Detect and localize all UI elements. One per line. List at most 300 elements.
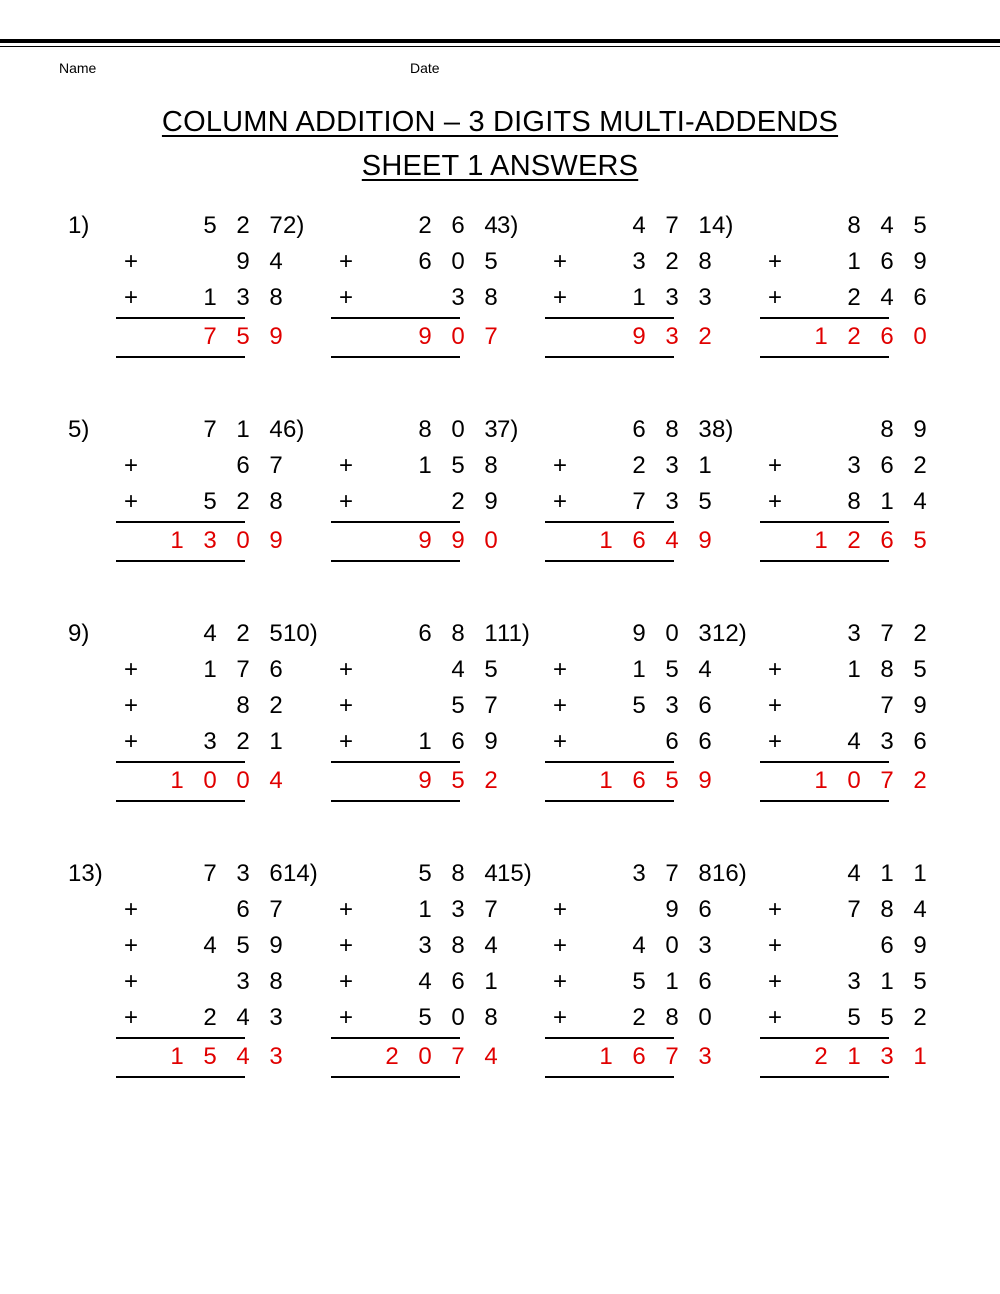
addend-digit: 9: [632, 620, 646, 647]
addend-digit: 5: [203, 212, 217, 239]
addend-row: [497, 484, 712, 520]
addend-digit: 4: [418, 968, 432, 995]
addend-digit: 8: [484, 452, 498, 479]
addend-digit: 8: [665, 1004, 679, 1031]
plus-sign: +: [123, 452, 138, 479]
addend-digit: 5: [847, 1004, 861, 1031]
answer-digit: 4: [665, 527, 679, 554]
addend-row: [283, 208, 498, 244]
plus-sign: +: [767, 896, 782, 923]
addend-row: [68, 484, 283, 520]
answer-digit: 3: [880, 1043, 894, 1070]
answer-digit: 9: [418, 767, 432, 794]
addend-digit: 0: [451, 248, 465, 275]
problem-number: 3): [497, 212, 519, 239]
addend-digit: 8: [847, 212, 861, 239]
plus-sign: +: [552, 968, 567, 995]
plus-sign: +: [552, 692, 567, 719]
addend-digit: 4: [913, 896, 927, 923]
addend-digit: 5: [665, 656, 679, 683]
problem-number: 8): [712, 416, 734, 443]
plus-sign: +: [552, 896, 567, 923]
answer-digit: 4: [269, 767, 283, 794]
answer-row: [497, 1039, 712, 1075]
addend-digit: 3: [698, 932, 712, 959]
addend-digit: 9: [913, 416, 927, 443]
addend-digit: 3: [632, 860, 646, 887]
addend-digit: 8: [236, 692, 250, 719]
addend-digit: 5: [913, 656, 927, 683]
plus-sign: +: [123, 932, 138, 959]
addend-digit: 3: [632, 248, 646, 275]
addend-row: [497, 208, 712, 244]
date-label: Date: [410, 60, 440, 76]
plus-sign: +: [552, 488, 567, 515]
addend-digit: 5: [203, 488, 217, 515]
answer-rule: [116, 356, 245, 358]
addend-digit: 1: [880, 860, 894, 887]
answer-digit: 1: [170, 527, 184, 554]
addend-digit: 4: [698, 656, 712, 683]
addend-digit: 2: [632, 1004, 646, 1031]
addend-row: [283, 448, 498, 484]
addend-digit: 6: [880, 932, 894, 959]
addend-row: [712, 244, 927, 280]
plus-sign: +: [338, 896, 353, 923]
addend-digit: 7: [847, 896, 861, 923]
addend-digit: 7: [665, 860, 679, 887]
answer-row: [497, 319, 712, 355]
plus-sign: +: [767, 656, 782, 683]
addend-digit: 7: [632, 488, 646, 515]
addend-digit: 6: [632, 416, 646, 443]
answer-digit: 1: [814, 767, 828, 794]
addend-row: [283, 724, 498, 760]
answer-rule: [331, 560, 460, 562]
answer-digit: 7: [880, 767, 894, 794]
addend-digit: 3: [418, 932, 432, 959]
addend-row: [283, 964, 498, 1000]
answer-digit: 9: [418, 323, 432, 350]
answer-digit: 9: [632, 323, 646, 350]
answer-digit: 2: [814, 1043, 828, 1070]
addend-digit: 6: [418, 248, 432, 275]
answer-rule: [760, 560, 889, 562]
addend-digit: 8: [484, 284, 498, 311]
addend-row: [497, 244, 712, 280]
addend-digit: 8: [269, 284, 283, 311]
answer-row: [497, 523, 712, 559]
addend-row: [712, 964, 927, 1000]
addend-digit: 4: [632, 932, 646, 959]
addend-digit: 8: [418, 416, 432, 443]
answer-digit: 6: [880, 527, 894, 554]
answer-digit: 4: [484, 1043, 498, 1070]
plus-sign: +: [123, 692, 138, 719]
addend-digit: 6: [698, 968, 712, 995]
plus-sign: +: [552, 248, 567, 275]
answer-rule: [545, 560, 674, 562]
addend-digit: 9: [913, 692, 927, 719]
problem-number: 11): [497, 620, 530, 647]
addend-digit: 8: [847, 488, 861, 515]
addend-row: [68, 688, 283, 724]
addend-digit: 2: [236, 728, 250, 755]
addend-row: [497, 448, 712, 484]
addend-digit: 8: [880, 896, 894, 923]
addend-digit: 0: [698, 1004, 712, 1031]
problem-number: 2): [283, 212, 305, 239]
addend-digit: 3: [698, 620, 712, 647]
addend-row: [712, 616, 927, 652]
addend-row: [283, 652, 498, 688]
addend-row: [497, 892, 712, 928]
answer-digit: 7: [451, 1043, 465, 1070]
answer-row: [712, 523, 927, 559]
answer-digit: 1: [913, 1043, 927, 1070]
addend-digit: 1: [203, 284, 217, 311]
plus-sign: +: [552, 728, 567, 755]
addend-digit: 1: [632, 656, 646, 683]
page-title: COLUMN ADDITION – 3 DIGITS MULTI-ADDENDS: [161, 106, 839, 138]
addend-row: [68, 412, 283, 448]
addend-digit: 8: [484, 1004, 498, 1031]
addend-digit: 5: [913, 212, 927, 239]
addend-digit: 6: [913, 728, 927, 755]
addend-digit: 5: [913, 968, 927, 995]
addend-digit: 4: [847, 860, 861, 887]
problem-number: 9): [68, 620, 90, 647]
plus-sign: +: [123, 1004, 138, 1031]
addend-digit: 3: [451, 896, 465, 923]
answer-digit: 5: [665, 767, 679, 794]
plus-sign: +: [338, 968, 353, 995]
addend-digit: 1: [236, 416, 250, 443]
addend-digit: 4: [269, 416, 283, 443]
addend-digit: 2: [913, 452, 927, 479]
addend-row: [68, 244, 283, 280]
answer-digit: 0: [236, 767, 250, 794]
addend-row: [712, 688, 927, 724]
addend-digit: 8: [880, 416, 894, 443]
addend-digit: 6: [665, 728, 679, 755]
addend-digit: 2: [236, 212, 250, 239]
addend-digit: 3: [236, 860, 250, 887]
addend-row: [68, 652, 283, 688]
addend-row: [712, 928, 927, 964]
answer-rule: [760, 1076, 889, 1078]
plus-sign: +: [338, 452, 353, 479]
answer-digit: 2: [385, 1043, 399, 1070]
answer-digit: 9: [269, 527, 283, 554]
plus-sign: +: [123, 656, 138, 683]
addend-row: [283, 928, 498, 964]
answer-digit: 9: [451, 527, 465, 554]
top-rule: [0, 39, 1000, 43]
problem-number: 16): [712, 860, 747, 887]
addend-row: [283, 892, 498, 928]
addend-digit: 7: [484, 896, 498, 923]
addend-row: [68, 964, 283, 1000]
plus-sign: +: [552, 452, 567, 479]
answer-rule: [116, 560, 245, 562]
plus-sign: +: [552, 656, 567, 683]
addend-digit: 7: [236, 656, 250, 683]
answer-digit: 9: [698, 527, 712, 554]
answer-digit: 9: [418, 527, 432, 554]
plus-sign: +: [338, 488, 353, 515]
answer-digit: 0: [418, 1043, 432, 1070]
addend-digit: 5: [880, 1004, 894, 1031]
addend-digit: 2: [236, 620, 250, 647]
addend-digit: 8: [665, 416, 679, 443]
answer-row: [68, 523, 283, 559]
answer-digit: 3: [203, 527, 217, 554]
addend-digit: 4: [269, 248, 283, 275]
plus-sign: +: [767, 284, 782, 311]
answer-rule: [545, 1076, 674, 1078]
answer-row: [712, 1039, 927, 1075]
answer-digit: 6: [632, 767, 646, 794]
answer-row: [68, 763, 283, 799]
plus-sign: +: [767, 692, 782, 719]
answer-row: [283, 319, 498, 355]
answer-row: [283, 763, 498, 799]
answer-digit: 0: [451, 323, 465, 350]
answer-rule: [760, 800, 889, 802]
problem-number: 1): [68, 212, 90, 239]
addend-digit: 6: [698, 692, 712, 719]
addend-row: [68, 856, 283, 892]
addend-digit: 6: [913, 284, 927, 311]
addend-digit: 6: [451, 212, 465, 239]
addend-digit: 7: [665, 212, 679, 239]
plus-sign: +: [123, 248, 138, 275]
addend-digit: 4: [913, 488, 927, 515]
plus-sign: +: [123, 896, 138, 923]
answer-digit: 9: [698, 767, 712, 794]
answer-digit: 3: [698, 1043, 712, 1070]
plus-sign: +: [552, 284, 567, 311]
addend-row: [712, 1000, 927, 1036]
answer-digit: 5: [451, 767, 465, 794]
addend-digit: 5: [418, 1004, 432, 1031]
addend-row: [712, 856, 927, 892]
answer-row: [712, 763, 927, 799]
addend-digit: 8: [698, 248, 712, 275]
answer-row: [68, 319, 283, 355]
addend-row: [283, 1000, 498, 1036]
answer-digit: 2: [484, 767, 498, 794]
addend-digit: 7: [269, 896, 283, 923]
addend-row: [68, 208, 283, 244]
page-subtitle: SHEET 1 ANSWERS: [361, 150, 639, 182]
answer-rule: [331, 1076, 460, 1078]
addend-digit: 6: [236, 896, 250, 923]
answer-digit: 1: [599, 527, 613, 554]
addend-digit: 1: [698, 212, 712, 239]
answer-digit: 1: [814, 323, 828, 350]
plus-sign: +: [338, 284, 353, 311]
answer-digit: 0: [847, 767, 861, 794]
addend-digit: 1: [847, 656, 861, 683]
addend-digit: 5: [236, 932, 250, 959]
addend-digit: 1: [632, 284, 646, 311]
problem-number: 4): [712, 212, 734, 239]
addend-digit: 2: [632, 452, 646, 479]
top-rule-thin: [0, 46, 1000, 47]
answer-row: [283, 523, 498, 559]
addend-digit: 6: [451, 728, 465, 755]
addend-digit: 0: [665, 620, 679, 647]
addend-digit: 7: [269, 452, 283, 479]
addend-digit: 9: [236, 248, 250, 275]
plus-sign: +: [767, 248, 782, 275]
answer-digit: 5: [203, 1043, 217, 1070]
addend-row: [283, 412, 498, 448]
addend-digit: 6: [236, 452, 250, 479]
answer-row: [68, 1039, 283, 1075]
answer-digit: 0: [236, 527, 250, 554]
plus-sign: +: [552, 1004, 567, 1031]
addend-digit: 3: [665, 452, 679, 479]
addend-digit: 1: [880, 968, 894, 995]
addend-digit: 1: [698, 452, 712, 479]
addend-digit: 2: [203, 1004, 217, 1031]
addend-row: [497, 688, 712, 724]
problem-number: 5): [68, 416, 90, 443]
addend-digit: 5: [698, 488, 712, 515]
problem-number: 10): [283, 620, 318, 647]
answer-row: [283, 1039, 498, 1075]
plus-sign: +: [338, 1004, 353, 1031]
addend-row: [68, 892, 283, 928]
answer-digit: 1: [170, 1043, 184, 1070]
answer-digit: 3: [665, 323, 679, 350]
answer-digit: 6: [632, 1043, 646, 1070]
addend-digit: 8: [698, 860, 712, 887]
addend-digit: 5: [632, 968, 646, 995]
addend-digit: 6: [880, 248, 894, 275]
answer-rule: [116, 800, 245, 802]
answer-digit: 2: [913, 767, 927, 794]
addend-row: [497, 928, 712, 964]
addend-digit: 8: [451, 620, 465, 647]
answer-rule: [331, 800, 460, 802]
addend-digit: 1: [418, 728, 432, 755]
answer-digit: 1: [814, 527, 828, 554]
addend-digit: 5: [451, 452, 465, 479]
addend-digit: 6: [880, 452, 894, 479]
answer-rule: [331, 356, 460, 358]
addend-row: [497, 724, 712, 760]
addend-digit: 1: [880, 488, 894, 515]
addend-digit: 7: [880, 692, 894, 719]
addend-digit: 3: [665, 692, 679, 719]
addend-digit: 3: [236, 968, 250, 995]
addend-row: [283, 856, 498, 892]
addend-row: [712, 412, 927, 448]
addend-digit: 4: [632, 212, 646, 239]
addend-digit: 3: [698, 284, 712, 311]
answer-digit: 5: [236, 323, 250, 350]
addend-digit: 4: [880, 212, 894, 239]
problem-number: 13): [68, 860, 103, 887]
plus-sign: +: [767, 932, 782, 959]
answer-digit: 6: [880, 323, 894, 350]
addend-digit: 6: [698, 896, 712, 923]
plus-sign: +: [767, 452, 782, 479]
addend-digit: 2: [665, 248, 679, 275]
addend-digit: 8: [269, 488, 283, 515]
answer-digit: 1: [599, 767, 613, 794]
addend-digit: 8: [451, 860, 465, 887]
answer-digit: 7: [484, 323, 498, 350]
addend-row: [712, 484, 927, 520]
addend-digit: 5: [484, 656, 498, 683]
answer-digit: 1: [599, 1043, 613, 1070]
addend-digit: 5: [632, 692, 646, 719]
addend-digit: 3: [269, 1004, 283, 1031]
answer-digit: 2: [847, 323, 861, 350]
addend-digit: 0: [451, 1004, 465, 1031]
addend-digit: 4: [203, 620, 217, 647]
addend-digit: 4: [484, 932, 498, 959]
answer-digit: 2: [847, 527, 861, 554]
plus-sign: +: [338, 656, 353, 683]
addend-row: [497, 1000, 712, 1036]
addend-digit: 2: [913, 1004, 927, 1031]
answer-row: [497, 763, 712, 799]
addend-row: [68, 448, 283, 484]
addend-row: [497, 856, 712, 892]
addend-digit: 7: [880, 620, 894, 647]
answer-digit: 5: [913, 527, 927, 554]
answer-digit: 0: [913, 323, 927, 350]
addend-digit: 1: [484, 968, 498, 995]
plus-sign: +: [767, 488, 782, 515]
addend-digit: 3: [847, 452, 861, 479]
plus-sign: +: [338, 692, 353, 719]
addend-row: [283, 688, 498, 724]
addend-row: [497, 412, 712, 448]
addend-digit: 6: [418, 620, 432, 647]
addend-row: [497, 652, 712, 688]
addend-row: [68, 724, 283, 760]
addend-digit: 7: [203, 416, 217, 443]
addend-row: [712, 280, 927, 316]
addend-digit: 9: [665, 896, 679, 923]
addend-digit: 3: [236, 284, 250, 311]
addend-row: [712, 652, 927, 688]
answer-digit: 2: [698, 323, 712, 350]
addend-digit: 4: [484, 860, 498, 887]
addend-row: [283, 616, 498, 652]
addend-row: [283, 244, 498, 280]
addend-digit: 5: [451, 692, 465, 719]
answer-digit: 0: [203, 767, 217, 794]
addend-digit: 1: [269, 728, 283, 755]
answer-rule: [116, 1076, 245, 1078]
addend-digit: 6: [269, 656, 283, 683]
addend-digit: 0: [665, 932, 679, 959]
addend-digit: 7: [484, 692, 498, 719]
plus-sign: +: [767, 968, 782, 995]
plus-sign: +: [123, 284, 138, 311]
addend-digit: 6: [698, 728, 712, 755]
addend-digit: 3: [880, 728, 894, 755]
addend-digit: 3: [665, 284, 679, 311]
